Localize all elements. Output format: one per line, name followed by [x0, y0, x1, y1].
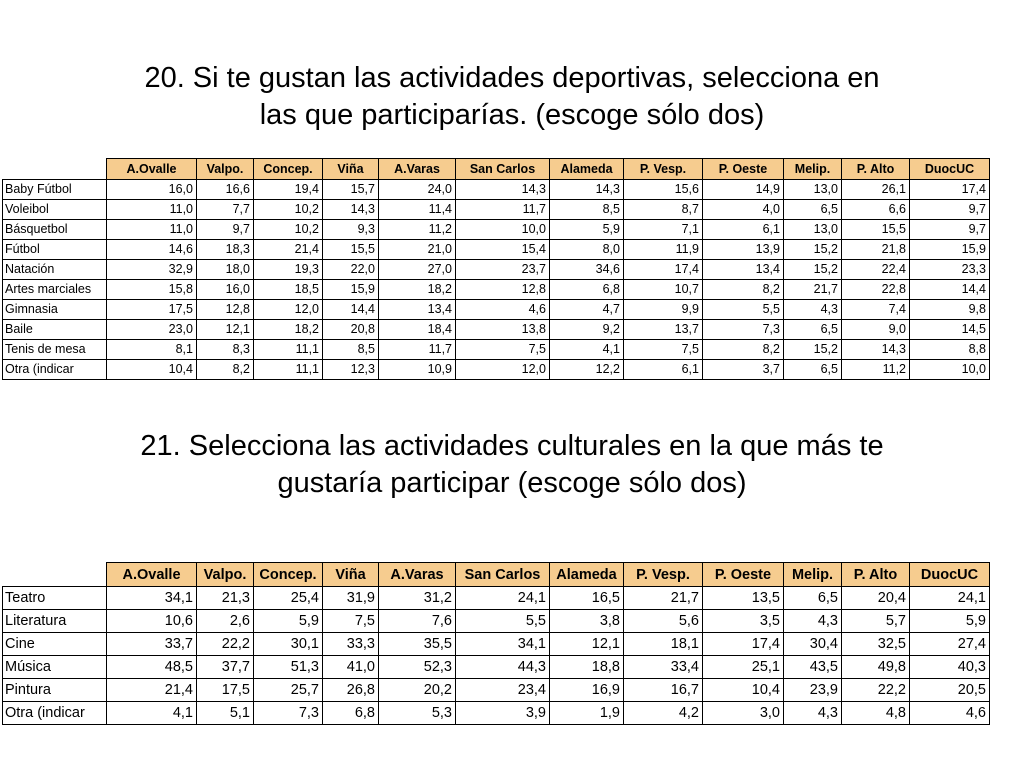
table-row — [3, 300, 990, 320]
table-cell: 17,4 — [703, 633, 784, 656]
table-cell: 22,0 — [323, 260, 379, 280]
table-cell: 23,0 — [107, 320, 197, 340]
table-cell: 11,0 — [107, 220, 197, 240]
table-cell: 22,2 — [197, 633, 254, 656]
column-header: Viña — [323, 159, 379, 180]
table-cell: 11,0 — [107, 200, 197, 220]
table-cell: 15,9 — [910, 240, 990, 260]
table-cell: 4,3 — [784, 610, 842, 633]
table-row — [3, 656, 990, 679]
column-header: Concep. — [254, 159, 323, 180]
table-cell: 27,4 — [910, 633, 990, 656]
table-cell: 41,0 — [323, 656, 379, 679]
table-cell: 16,7 — [624, 679, 703, 702]
table-cell: 32,5 — [842, 633, 910, 656]
header-corner-cell — [3, 563, 107, 587]
table-cell: 4,8 — [842, 702, 910, 725]
table-cell: 16,0 — [107, 180, 197, 200]
table-cell: 13,0 — [784, 220, 842, 240]
table-row — [3, 180, 990, 200]
table-cell: 15,9 — [323, 280, 379, 300]
table-row — [3, 260, 990, 280]
table-cell: 8,2 — [703, 340, 784, 360]
column-header: P. Vesp. — [624, 563, 703, 587]
table-cell: 19,3 — [254, 260, 323, 280]
table-row — [3, 633, 990, 656]
table-cell: 5,5 — [456, 610, 550, 633]
row-label: Tenis de mesa — [3, 340, 107, 360]
table-cell: 1,9 — [550, 702, 624, 725]
table-cell: 8,0 — [550, 240, 624, 260]
table-row — [3, 679, 990, 702]
table-cell: 10,6 — [107, 610, 197, 633]
column-header: A.Varas — [379, 563, 456, 587]
table-cell: 20,5 — [910, 679, 990, 702]
table-cell: 13,0 — [784, 180, 842, 200]
table-cell: 10,4 — [703, 679, 784, 702]
table-row — [3, 340, 990, 360]
table-cell: 3,8 — [550, 610, 624, 633]
table-cell: 4,1 — [107, 702, 197, 725]
table-cell: 4,3 — [784, 702, 842, 725]
table-cell: 8,8 — [910, 340, 990, 360]
table-cell: 10,2 — [254, 220, 323, 240]
table-cell: 25,4 — [254, 587, 323, 610]
table-cell: 4,6 — [456, 300, 550, 320]
table-cell: 14,4 — [323, 300, 379, 320]
table-cell: 5,1 — [197, 702, 254, 725]
table-cell: 7,7 — [197, 200, 254, 220]
table-cell: 18,8 — [550, 656, 624, 679]
table-cell: 12,1 — [550, 633, 624, 656]
table-cell: 21,7 — [784, 280, 842, 300]
table-cell: 18,2 — [254, 320, 323, 340]
table-cell: 3,7 — [703, 360, 784, 380]
cultural-activities-table — [2, 562, 990, 725]
table-header-row — [3, 563, 990, 587]
table-cell: 48,5 — [107, 656, 197, 679]
row-label: Pintura — [3, 679, 107, 702]
table-cell: 12,8 — [456, 280, 550, 300]
table-cell: 7,1 — [624, 220, 703, 240]
table-cell: 2,6 — [197, 610, 254, 633]
row-label: Baile — [3, 320, 107, 340]
row-label: Otra (indicar — [3, 360, 107, 380]
table-cell: 15,6 — [624, 180, 703, 200]
table-cell: 11,7 — [379, 340, 456, 360]
table-cell: 11,9 — [624, 240, 703, 260]
table-row — [3, 240, 990, 260]
table-cell: 23,9 — [784, 679, 842, 702]
table-cell: 44,3 — [456, 656, 550, 679]
table-cell: 18,0 — [197, 260, 254, 280]
table-cell: 5,9 — [550, 220, 624, 240]
column-header: P. Alto — [842, 563, 910, 587]
table-cell: 26,8 — [323, 679, 379, 702]
table-cell: 7,5 — [624, 340, 703, 360]
table-cell: 6,1 — [703, 220, 784, 240]
table-row — [3, 220, 990, 240]
table-cell: 6,6 — [842, 200, 910, 220]
table-cell: 9,7 — [910, 220, 990, 240]
table-cell: 4,6 — [910, 702, 990, 725]
table-cell: 21,3 — [197, 587, 254, 610]
table-cell: 18,3 — [197, 240, 254, 260]
table-cell: 14,3 — [550, 180, 624, 200]
table-cell: 51,3 — [254, 656, 323, 679]
table-cell: 10,2 — [254, 200, 323, 220]
table-cell: 4,0 — [703, 200, 784, 220]
table-cell: 24,0 — [379, 180, 456, 200]
column-header: Valpo. — [197, 159, 254, 180]
table-cell: 11,1 — [254, 340, 323, 360]
table-cell: 4,2 — [624, 702, 703, 725]
table-cell: 12,8 — [197, 300, 254, 320]
column-header: A.Ovalle — [107, 563, 197, 587]
question-21-title — [0, 428, 1024, 502]
table-cell: 14,6 — [107, 240, 197, 260]
table-cell: 34,6 — [550, 260, 624, 280]
table-cell: 5,5 — [703, 300, 784, 320]
table-cell: 6,5 — [784, 200, 842, 220]
table-cell: 9,7 — [910, 200, 990, 220]
table-cell: 30,4 — [784, 633, 842, 656]
table-cell: 8,2 — [703, 280, 784, 300]
table-cell: 7,4 — [842, 300, 910, 320]
table-cell: 13,9 — [703, 240, 784, 260]
table-cell: 11,2 — [379, 220, 456, 240]
column-header: DuocUC — [910, 563, 990, 587]
table-cell: 43,5 — [784, 656, 842, 679]
column-header: Alameda — [550, 563, 624, 587]
table-cell: 21,4 — [254, 240, 323, 260]
table-cell: 15,2 — [784, 260, 842, 280]
table-cell: 17,5 — [197, 679, 254, 702]
table-cell: 18,4 — [379, 320, 456, 340]
row-label: Teatro — [3, 587, 107, 610]
table-cell: 4,3 — [784, 300, 842, 320]
table-cell: 15,7 — [323, 180, 379, 200]
table-cell: 16,6 — [197, 180, 254, 200]
table-row — [3, 320, 990, 340]
table-cell: 23,3 — [910, 260, 990, 280]
table-row — [3, 610, 990, 633]
column-header: P. Oeste — [703, 563, 784, 587]
table-cell: 10,0 — [456, 220, 550, 240]
table-cell: 25,7 — [254, 679, 323, 702]
table-cell: 26,1 — [842, 180, 910, 200]
table-cell: 7,3 — [254, 702, 323, 725]
table-cell: 21,8 — [842, 240, 910, 260]
row-label: Fútbol — [3, 240, 107, 260]
column-header: Melip. — [784, 563, 842, 587]
table-cell: 11,2 — [842, 360, 910, 380]
table-cell: 12,0 — [456, 360, 550, 380]
table-cell: 5,6 — [624, 610, 703, 633]
table-cell: 15,2 — [784, 240, 842, 260]
table-cell: 6,8 — [323, 702, 379, 725]
column-header: Alameda — [550, 159, 624, 180]
column-header: Melip. — [784, 159, 842, 180]
column-header: P. Vesp. — [624, 159, 703, 180]
table-cell: 15,2 — [784, 340, 842, 360]
table-cell: 8,1 — [107, 340, 197, 360]
table-cell: 15,8 — [107, 280, 197, 300]
table-cell: 8,5 — [550, 200, 624, 220]
table-cell: 9,7 — [197, 220, 254, 240]
table-cell: 21,0 — [379, 240, 456, 260]
table-cell: 13,4 — [703, 260, 784, 280]
table-cell: 24,1 — [456, 587, 550, 610]
column-header: A.Ovalle — [107, 159, 197, 180]
table-cell: 17,4 — [910, 180, 990, 200]
table-cell: 13,4 — [379, 300, 456, 320]
table-cell: 21,4 — [107, 679, 197, 702]
table-header-row — [3, 159, 990, 180]
row-label: Voleibol — [3, 200, 107, 220]
table-cell: 17,5 — [107, 300, 197, 320]
question-21-title-line1: 21. Selecciona las actividades culturales en la que más te — [140, 430, 884, 462]
table-cell: 11,7 — [456, 200, 550, 220]
table-cell: 6,5 — [784, 587, 842, 610]
table-cell: 22,4 — [842, 260, 910, 280]
table-cell: 9,9 — [624, 300, 703, 320]
header-corner-cell — [3, 159, 107, 180]
table-cell: 10,4 — [107, 360, 197, 380]
table-cell: 13,8 — [456, 320, 550, 340]
column-header: P. Alto — [842, 159, 910, 180]
table-cell: 7,5 — [323, 610, 379, 633]
table-cell: 35,5 — [379, 633, 456, 656]
column-header: DuocUC — [910, 159, 990, 180]
table-cell: 31,9 — [323, 587, 379, 610]
table-cell: 3,9 — [456, 702, 550, 725]
table-cell: 27,0 — [379, 260, 456, 280]
table-cell: 8,2 — [197, 360, 254, 380]
table-cell: 23,7 — [456, 260, 550, 280]
table-row — [3, 200, 990, 220]
table-cell: 20,4 — [842, 587, 910, 610]
table-cell: 33,3 — [323, 633, 379, 656]
table-row — [3, 360, 990, 380]
table-cell: 15,5 — [323, 240, 379, 260]
table-cell: 8,5 — [323, 340, 379, 360]
table-cell: 7,5 — [456, 340, 550, 360]
table-cell: 37,7 — [197, 656, 254, 679]
table-cell: 30,1 — [254, 633, 323, 656]
column-header: Viña — [323, 563, 379, 587]
column-header: A.Varas — [379, 159, 456, 180]
table-cell: 9,0 — [842, 320, 910, 340]
table-cell: 14,3 — [456, 180, 550, 200]
table-cell: 8,7 — [624, 200, 703, 220]
table-cell: 14,4 — [910, 280, 990, 300]
table-cell: 14,9 — [703, 180, 784, 200]
table-cell: 11,4 — [379, 200, 456, 220]
table-cell: 18,5 — [254, 280, 323, 300]
column-header: San Carlos — [456, 563, 550, 587]
table-cell: 4,7 — [550, 300, 624, 320]
table-cell: 17,4 — [624, 260, 703, 280]
table-cell: 20,2 — [379, 679, 456, 702]
sports-activities-table — [2, 158, 990, 380]
table-cell: 3,5 — [703, 610, 784, 633]
table-cell: 3,0 — [703, 702, 784, 725]
table-cell: 6,5 — [784, 360, 842, 380]
column-header: Concep. — [254, 563, 323, 587]
row-label: Literatura — [3, 610, 107, 633]
table-cell: 16,5 — [550, 587, 624, 610]
table-cell: 9,3 — [323, 220, 379, 240]
table-cell: 22,8 — [842, 280, 910, 300]
table-cell: 19,4 — [254, 180, 323, 200]
table-cell: 14,3 — [842, 340, 910, 360]
table-cell: 33,7 — [107, 633, 197, 656]
table-cell: 5,9 — [910, 610, 990, 633]
table-cell: 11,1 — [254, 360, 323, 380]
table-cell: 14,5 — [910, 320, 990, 340]
row-label: Cine — [3, 633, 107, 656]
table-cell: 23,4 — [456, 679, 550, 702]
row-label: Artes marciales — [3, 280, 107, 300]
column-header: P. Oeste — [703, 159, 784, 180]
table-cell: 5,7 — [842, 610, 910, 633]
table-cell: 10,9 — [379, 360, 456, 380]
row-label: Natación — [3, 260, 107, 280]
table-cell: 16,0 — [197, 280, 254, 300]
table-cell: 5,3 — [379, 702, 456, 725]
table-cell: 33,4 — [624, 656, 703, 679]
question-21-title-line2: gustaría participar (escoge sólo dos) — [277, 467, 747, 499]
table-cell: 6,5 — [784, 320, 842, 340]
table-cell: 49,8 — [842, 656, 910, 679]
table-cell: 5,9 — [254, 610, 323, 633]
table-row — [3, 280, 990, 300]
table-cell: 22,2 — [842, 679, 910, 702]
table-cell: 15,5 — [842, 220, 910, 240]
table-row — [3, 702, 990, 725]
column-header: San Carlos — [456, 159, 550, 180]
table-cell: 13,5 — [703, 587, 784, 610]
column-header: Valpo. — [197, 563, 254, 587]
table-cell: 7,6 — [379, 610, 456, 633]
question-20-title — [0, 60, 1024, 134]
table-cell: 21,7 — [624, 587, 703, 610]
row-label: Otra (indicar — [3, 702, 107, 725]
table-cell: 7,3 — [703, 320, 784, 340]
table-cell: 31,2 — [379, 587, 456, 610]
question-20-title-line1: 20. Si te gustan las actividades deportivas, selecciona en — [144, 62, 880, 94]
row-label: Básquetbol — [3, 220, 107, 240]
table-cell: 12,1 — [197, 320, 254, 340]
table-cell: 14,3 — [323, 200, 379, 220]
table-cell: 34,1 — [107, 587, 197, 610]
table-cell: 18,1 — [624, 633, 703, 656]
table-cell: 32,9 — [107, 260, 197, 280]
table-cell: 4,1 — [550, 340, 624, 360]
table-cell: 6,1 — [624, 360, 703, 380]
table-cell: 8,3 — [197, 340, 254, 360]
table-cell: 24,1 — [910, 587, 990, 610]
table-cell: 13,7 — [624, 320, 703, 340]
table-cell: 18,2 — [379, 280, 456, 300]
table-cell: 25,1 — [703, 656, 784, 679]
table-cell: 12,2 — [550, 360, 624, 380]
table-cell: 34,1 — [456, 633, 550, 656]
row-label: Gimnasia — [3, 300, 107, 320]
table-cell: 10,0 — [910, 360, 990, 380]
table-cell: 6,8 — [550, 280, 624, 300]
table-cell: 15,4 — [456, 240, 550, 260]
table-cell: 12,3 — [323, 360, 379, 380]
table-cell: 12,0 — [254, 300, 323, 320]
table-cell: 20,8 — [323, 320, 379, 340]
question-20-title-line2: las que participarías. (escoge sólo dos) — [259, 99, 765, 131]
table-cell: 16,9 — [550, 679, 624, 702]
table-cell: 52,3 — [379, 656, 456, 679]
table-cell: 40,3 — [910, 656, 990, 679]
table-cell: 9,8 — [910, 300, 990, 320]
row-label: Música — [3, 656, 107, 679]
row-label: Baby Fútbol — [3, 180, 107, 200]
table-cell: 10,7 — [624, 280, 703, 300]
table-row — [3, 587, 990, 610]
table-cell: 9,2 — [550, 320, 624, 340]
